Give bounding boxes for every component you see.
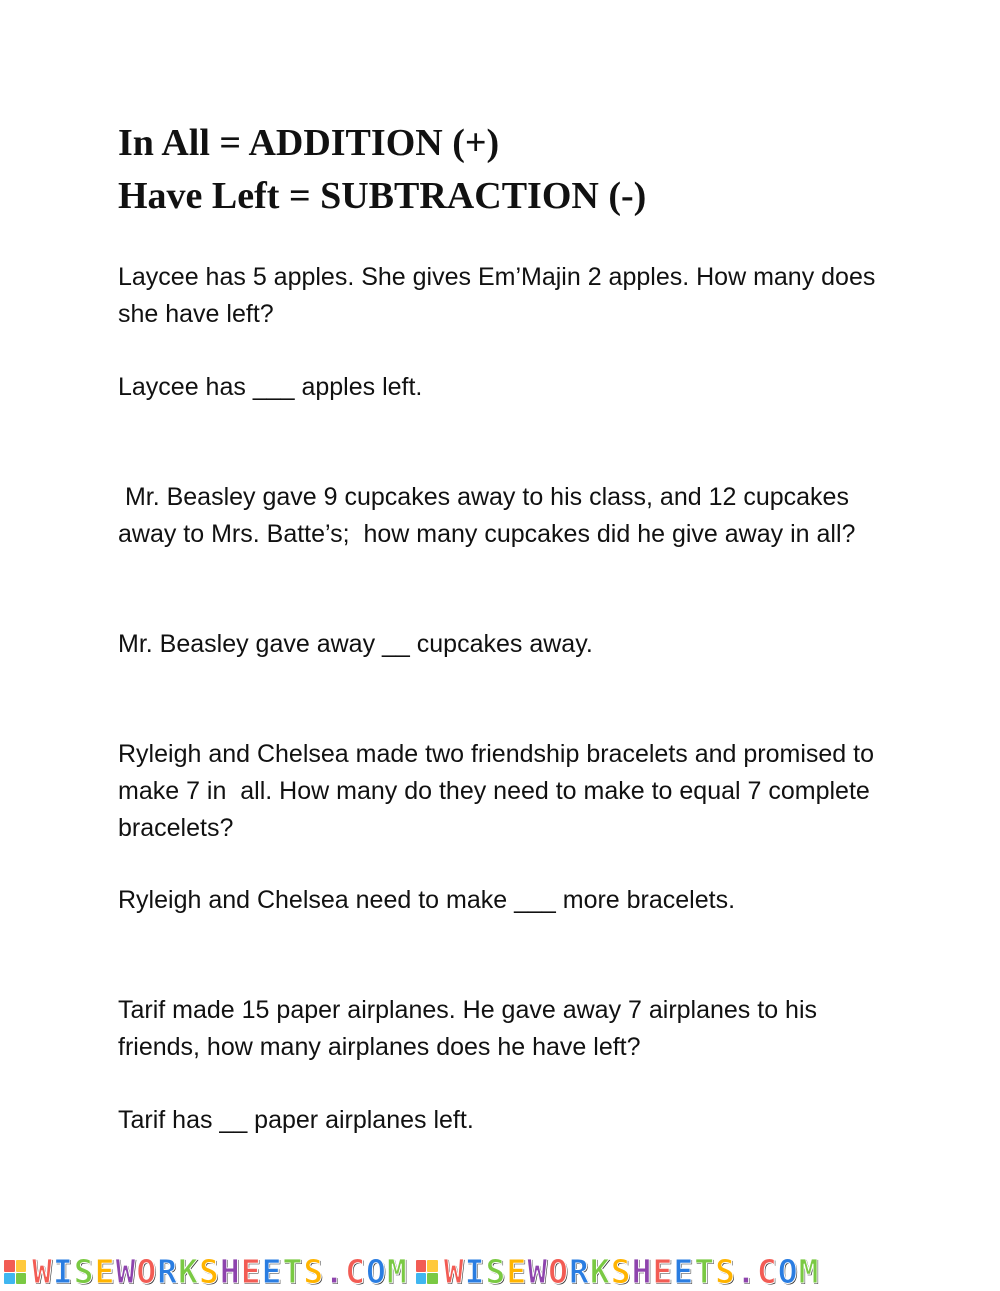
problem-2-question: Mr. Beasley gave 9 cupcakes away to his class, and 12 cupcakes away to Mrs. Batte’s; how many cupcakes did he give away in all?	[118, 483, 856, 548]
problem-3-question: Ryleigh and Chelsea made two friendship bracelets and promised to make 7 in all. How many do they need to make to equal 7 complete bracelets?	[118, 740, 874, 842]
brand-text: WISEWORKSHEETS.COM	[443, 1256, 820, 1288]
problem-1-question: Laycee has 5 apples. She gives Em’Majin 2 apples. How many does she have left?	[118, 263, 876, 328]
watermark-footer	[0, 1256, 1000, 1288]
problem-3-answer-line: Ryleigh and Chelsea need to make ___ more bracelets.	[118, 886, 736, 914]
brand-logo-icon	[416, 1260, 438, 1284]
rule-subtraction: Have Left = SUBTRACTION (-)	[118, 175, 647, 217]
problem-1-answer-line: Laycee has ___ apples left.	[118, 373, 423, 401]
problem-4-answer-line: Tarif has __ paper airplanes left.	[118, 1106, 474, 1134]
rule-addition: In All = ADDITION (+)	[118, 122, 500, 164]
brand-watermark-repeat	[416, 1256, 820, 1288]
brand-text: WISEWORKSHEETS.COM	[32, 1256, 408, 1288]
problem-2-answer-line: Mr. Beasley gave away __ cupcakes away.	[118, 630, 593, 658]
brand-watermark	[4, 1256, 408, 1288]
problem-4-question: Tarif made 15 paper airplanes. He gave away 7 airplanes to his friends, how many airplanes does he have left?	[118, 996, 818, 1061]
brand-logo-icon	[4, 1260, 26, 1284]
